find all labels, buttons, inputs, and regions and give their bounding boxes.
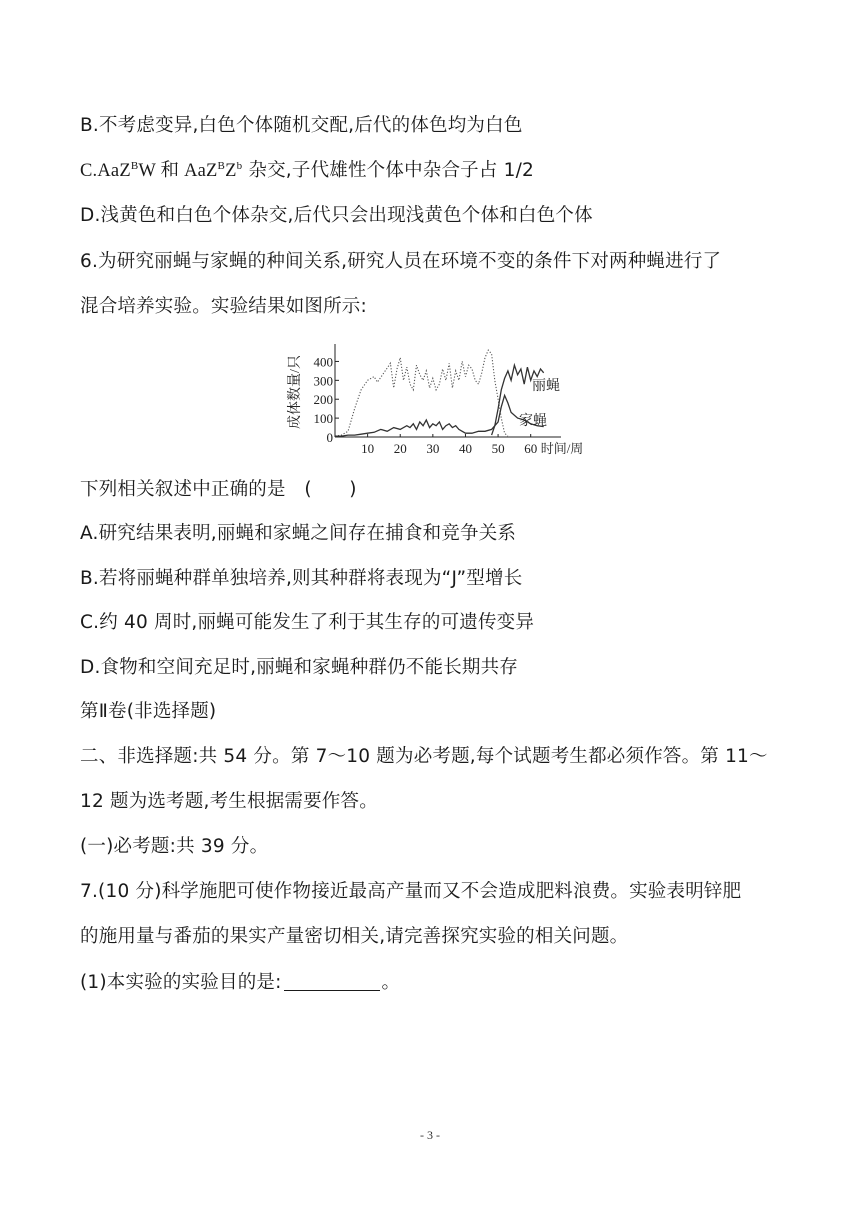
question-6-stem: 下列相关叙述中正确的是 ( ): [80, 479, 357, 500]
y-axis-label: 成体数量/只: [288, 355, 303, 429]
question-7-line1: 7.(10 分)科学施肥可使作物接近最高产量而又不会造成肥料浪费。实验表明锌肥: [80, 881, 742, 902]
required-heading: (一)必考题:共 39 分。: [80, 836, 269, 857]
section-2-line2: 12 题为选考题,考生根据需要作答。: [80, 791, 378, 812]
x-tick-label-30: 30: [426, 441, 440, 456]
page-number: - 3 -: [420, 1128, 440, 1142]
sub1-text: (1)本实验的实验目的是:: [80, 972, 282, 993]
x-tick-label-10: 10: [361, 441, 375, 456]
question-6-line1: 6.为研究丽蝇与家蝇的种间关系,研究人员在环境不变的条件下对两种蝇进行了: [80, 251, 722, 272]
x-axis-label: 时间/周: [540, 441, 584, 456]
x-tick-label-60: 60: [524, 441, 538, 456]
option-c-text: 杂交,子代雄性个体中杂合子占 1/2: [242, 160, 535, 181]
section-2-line1: 二、非选择题:共 54 分。第 7～10 题为必考题,每个试题考生都必须作答。第 11～: [80, 746, 768, 767]
superscript-b3: b: [236, 160, 243, 172]
y-tick-label-200: 200: [313, 392, 333, 408]
series-line-2: [335, 395, 544, 436]
option-c-q5: [80, 159, 534, 183]
superscript-b2: B: [217, 160, 226, 172]
chart-layer: [286, 344, 583, 456]
x-tick-label-50: 50: [491, 441, 505, 456]
y-tick-label-300: 300: [313, 373, 333, 389]
genotype-mid2: Z: [225, 161, 237, 181]
question-6-line2: 混合培养实验。实验结果如图所示:: [80, 296, 367, 317]
y-tick-label-0: 0: [326, 430, 333, 445]
population-chart: [285, 340, 584, 460]
x-tick-label-20: 20: [393, 441, 407, 456]
label-housefly: 家蝇: [519, 414, 547, 429]
sub1-end: 。: [381, 972, 401, 993]
option-c-q6: C.约 40 周时,丽蝇可能发生了利于其生存的可遗传变异: [80, 612, 535, 633]
y-tick-label-400: 400: [313, 354, 333, 370]
option-b-q6: B.若将丽蝇种群单独培养,则其种群将表现为“J”型增长: [80, 568, 523, 589]
question-7-line2: 的施用量与番茄的果实产量密切相关,请完善探究实验的相关问题。: [80, 926, 629, 947]
x-tick-label-40: 40: [458, 441, 472, 456]
genotype-prefix: C.AaZ: [80, 161, 131, 181]
option-d-q6: D.食物和空间充足时,丽蝇和家蝇种群仍不能长期共存: [80, 657, 519, 678]
y-tick-label-100: 100: [313, 411, 333, 427]
option-d-q5: D.浅黄色和白色个体杂交,后代只会出现浅黄色个体和白色个体: [80, 205, 593, 226]
superscript-b1: B: [130, 160, 139, 172]
answer-blank[interactable]: [284, 972, 380, 991]
volume-2-heading: 第Ⅱ卷(非选择题): [80, 701, 217, 722]
label-lifly: 丽蝇: [532, 379, 560, 394]
option-b-q5: B.不考虑变异,白色个体随机交配,后代的体色均为白色: [80, 115, 523, 136]
question-7-sub1: [80, 971, 400, 995]
genotype-mid1: W 和 AaZ: [138, 161, 218, 181]
option-a-q6: A.研究结果表明,丽蝇和家蝇之间存在捕食和竞争关系: [80, 523, 517, 544]
